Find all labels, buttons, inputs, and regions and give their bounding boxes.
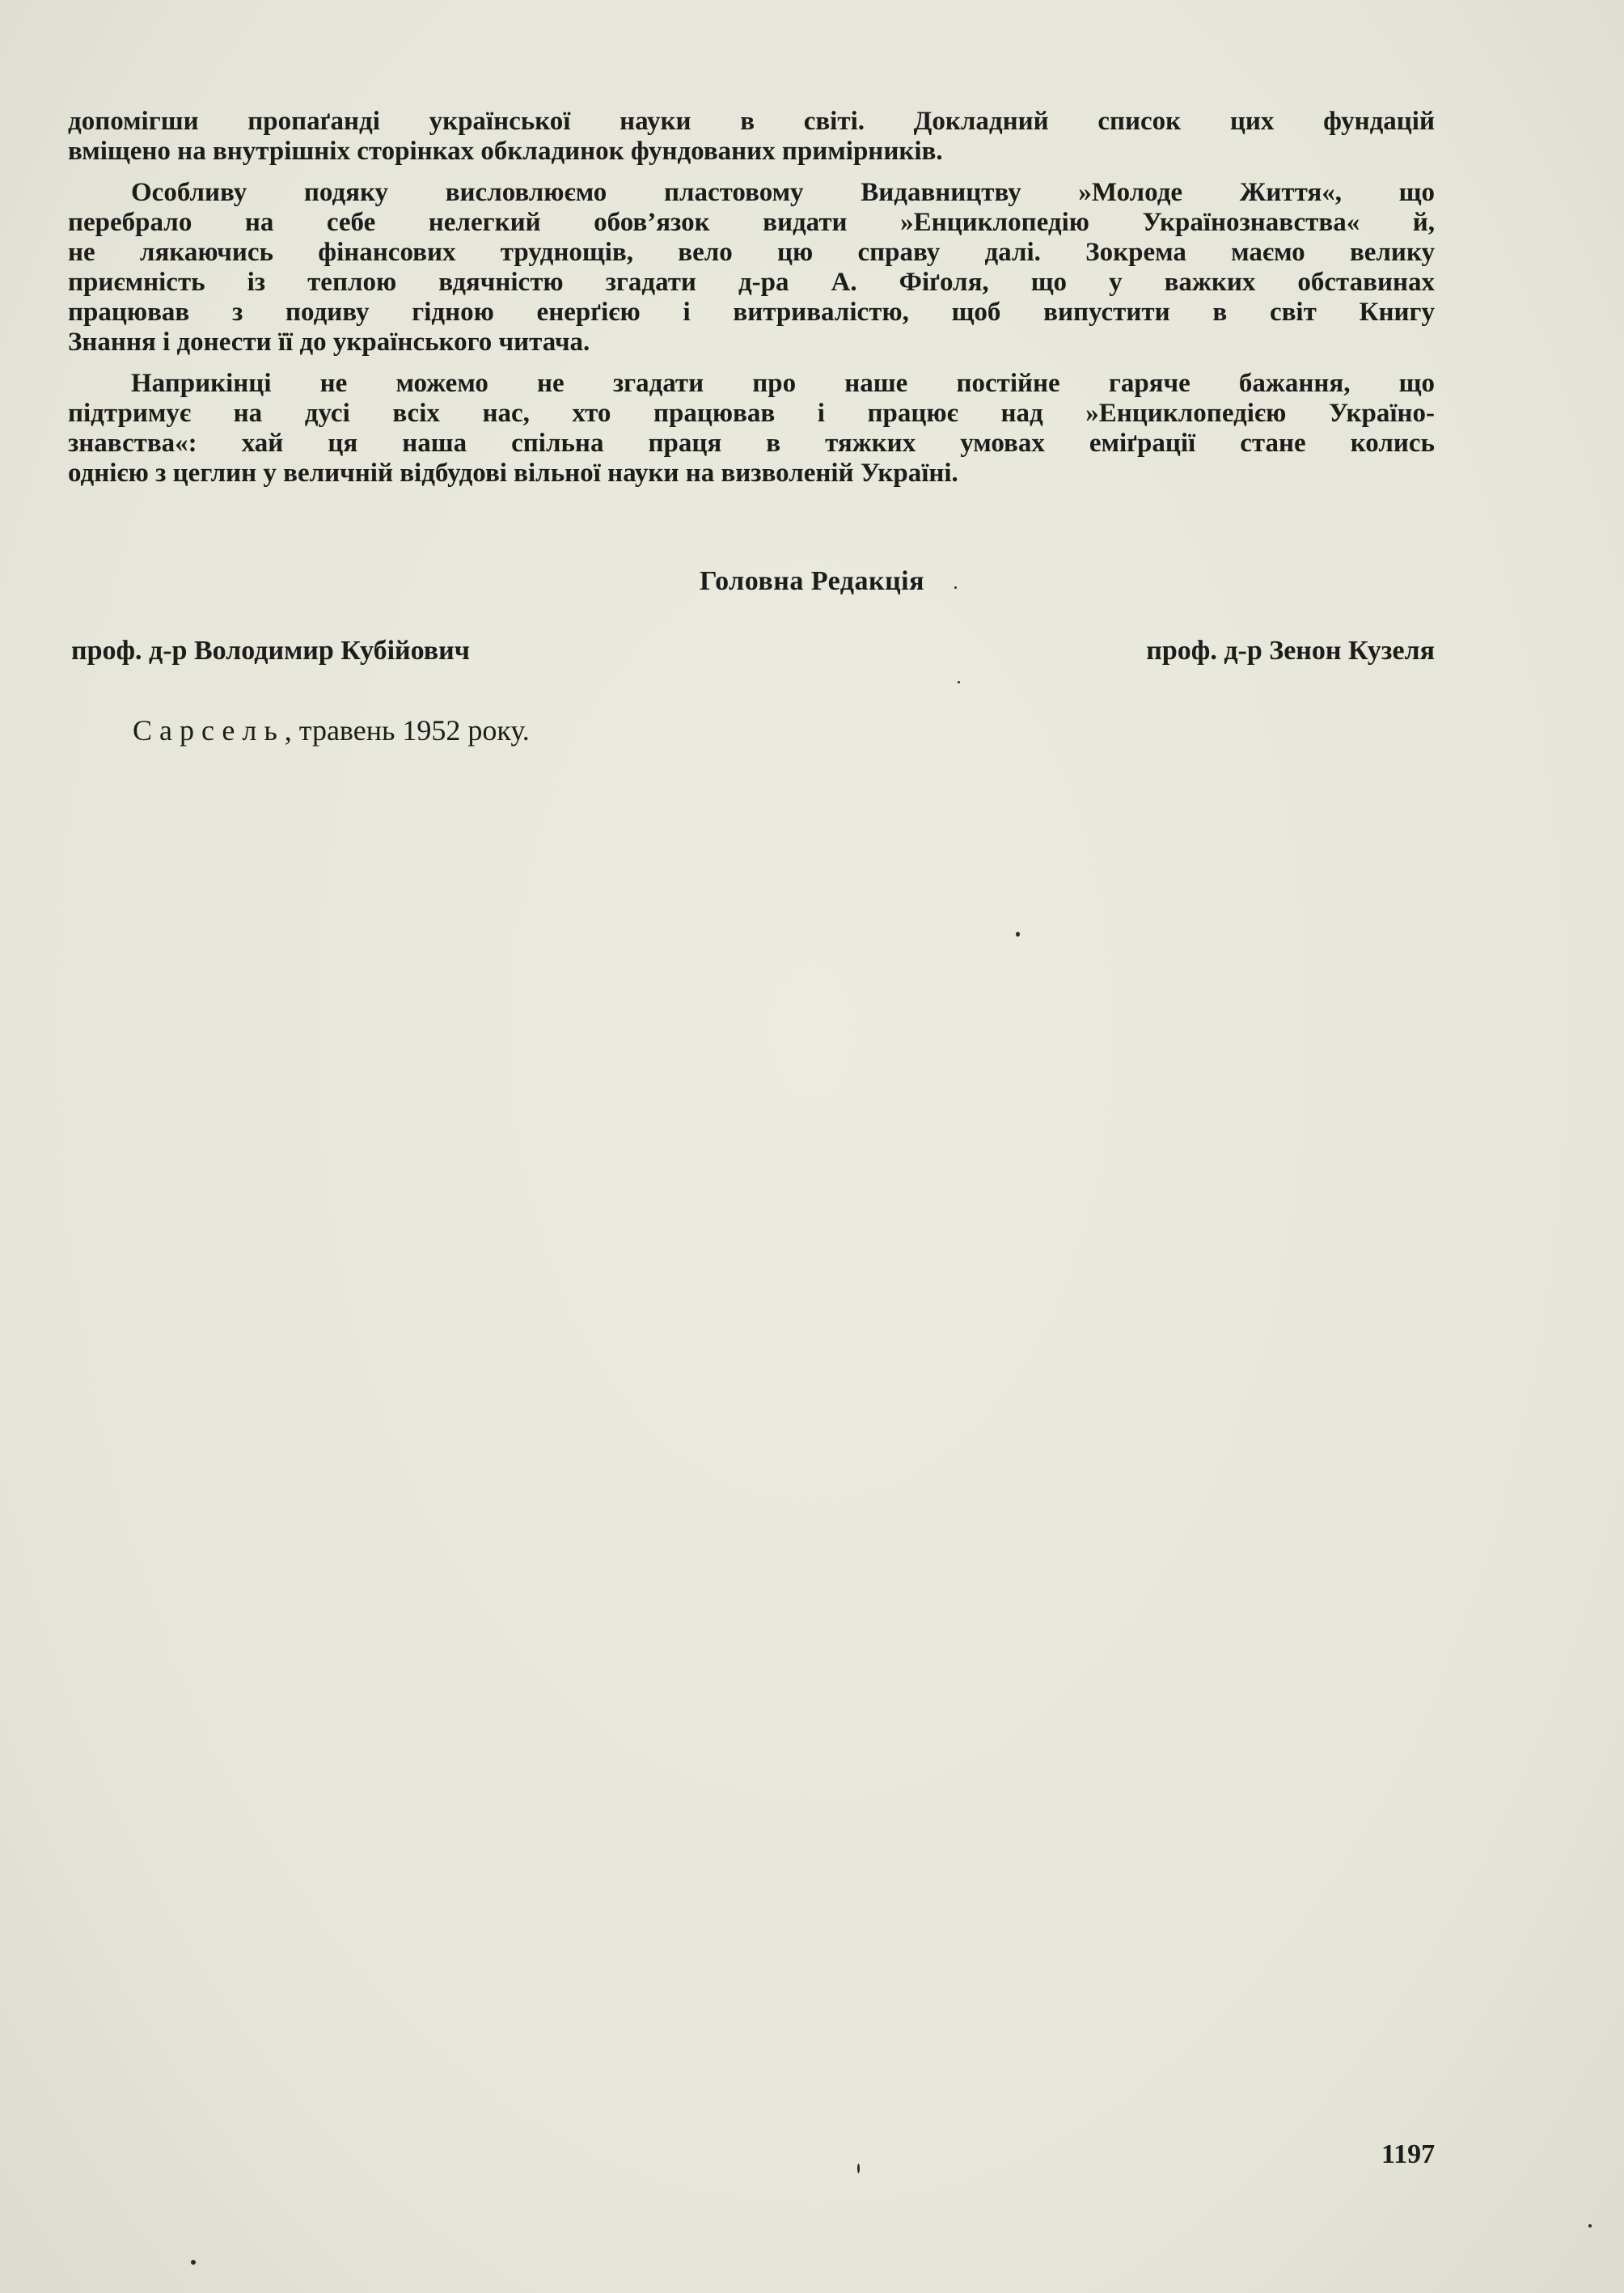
text-line: знавства«: хай ця наша спільна праця в тяжких умовах еміґрації стане колись bbox=[68, 429, 1435, 458]
paper-speck bbox=[958, 681, 960, 683]
place-date bbox=[133, 713, 530, 747]
editorial-board-heading: Головна Редакція bbox=[699, 566, 925, 596]
text-line: Знання і донести її до українського читача. bbox=[68, 328, 590, 357]
paragraph-1 bbox=[68, 107, 1435, 167]
paper-speck bbox=[1016, 932, 1020, 937]
text-line: перебрало на себе нелегкий обов’язок видати »Енциклопедію Українознавства« й, bbox=[68, 208, 1435, 237]
signatures bbox=[71, 636, 1435, 666]
text-line: не лякаючись фінансових труднощів, вело цю справу далі. Зокрема маємо велику bbox=[68, 238, 1435, 267]
paper-speck bbox=[857, 2164, 860, 2173]
signature-left: проф. д-р Володимир Кубійович bbox=[71, 636, 470, 666]
text-line: допомігши пропаґанді української науки в світі. Докладний список цих фундацій bbox=[68, 107, 1435, 136]
paper-speck bbox=[1588, 2224, 1592, 2227]
signature-right: проф. д-р Зенон Кузеля bbox=[1146, 636, 1435, 666]
paper-speck bbox=[954, 586, 957, 589]
body-text bbox=[68, 107, 1435, 500]
text-line: працював з подиву гідною енерґією і витривалістю, щоб випустити в світ Книгу bbox=[68, 298, 1435, 327]
text-line: Особливу подяку висловлюємо пластовому Видавництву »Молоде Життя«, що bbox=[131, 178, 1435, 207]
paragraph-2 bbox=[68, 178, 1435, 357]
text-line: приємність із теплою вдячністю згадати д-ра А. Фіґоля, що у важких обставинах bbox=[68, 268, 1435, 297]
text-line: Наприкінці не можемо не згадати про наше постійне гаряче бажання, що bbox=[131, 369, 1435, 398]
place-name: Сарсель bbox=[133, 714, 285, 747]
date-text: , травень 1952 року. bbox=[284, 714, 530, 747]
page-number: 1197 bbox=[1381, 2139, 1436, 2169]
paper-speck bbox=[191, 2260, 196, 2265]
paragraph-3 bbox=[68, 369, 1435, 489]
text-line: підтримує на дусі всіх нас, хто працював і працює над »Енциклопедією Україно- bbox=[68, 399, 1435, 428]
text-line: однією з цеглин у величній відбудові вільної науки на визволеній Україні. bbox=[68, 459, 958, 488]
text-line: вміщено на внутрішніх сторінках обкладинок фундованих примірників. bbox=[68, 137, 943, 166]
